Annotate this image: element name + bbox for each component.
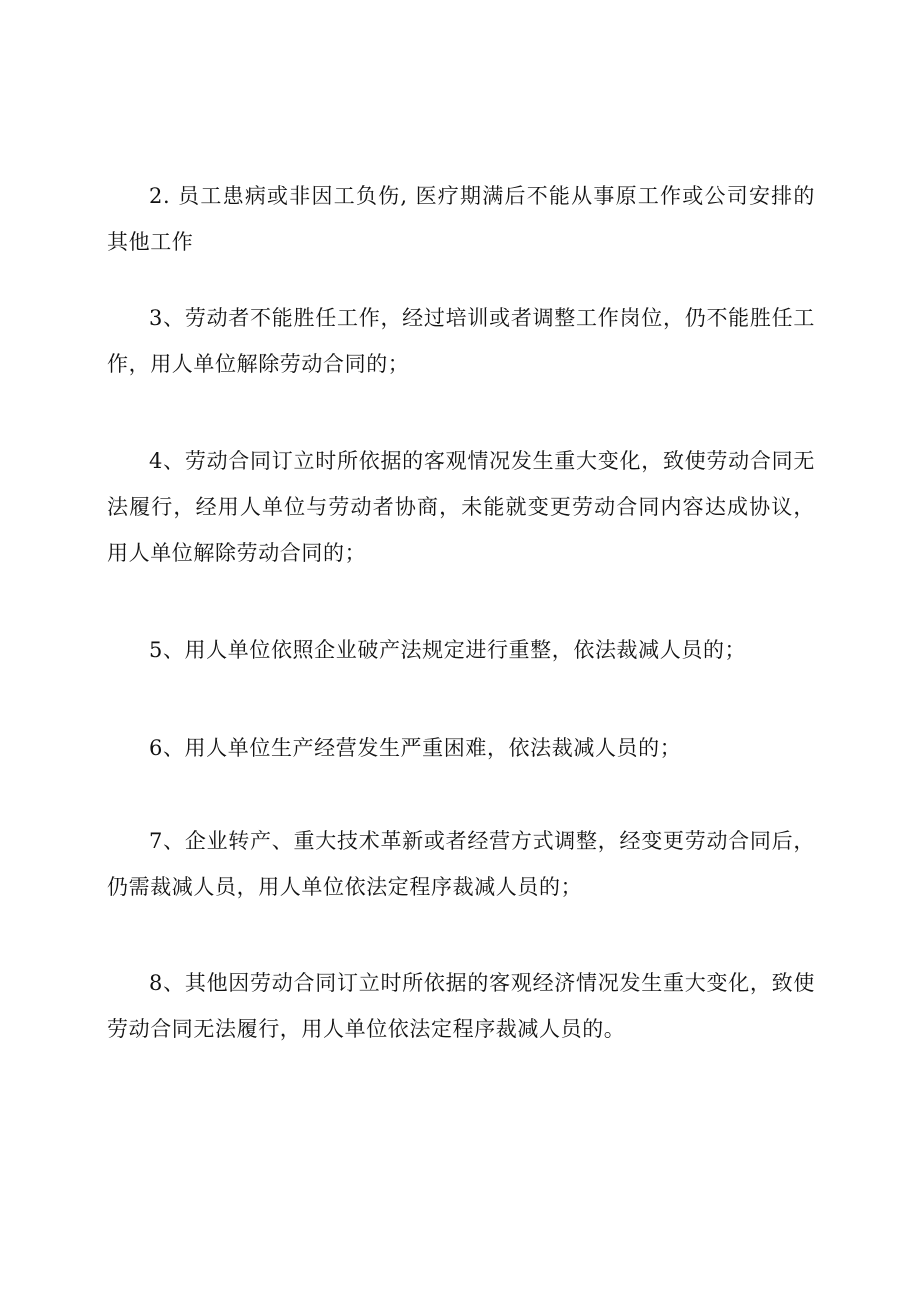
- paragraph-item-6: 6、用人单位生产经营发生严重困难，依法裁减人员的；: [149, 736, 682, 760]
- paragraph-item-4: 4、劳动合同订立时所依据的客观情况发生重大变化，致使劳动合同无法履行，经用人单位与劳动者协商，未能就变更劳动合同内容达成协议，用人单位解除劳动合同的；: [107, 449, 815, 565]
- paragraph-item-7: 7、企业转产、重大技术革新或者经营方式调整，经变更劳动合同后，仍需裁减人员，用人单位依法定程序裁减人员的；: [107, 829, 815, 899]
- paragraph-item-2: 2. 员工患病或非因工负伤, 医疗期满后不能从事原工作或公司安排的其他工作: [107, 184, 815, 254]
- paragraph-item-3: 3、劳动者不能胜任工作，经过培训或者调整工作岗位，仍不能胜任工作，用人单位解除劳动合同的；: [107, 306, 815, 376]
- paragraph-item-5: 5、用人单位依照企业破产法规定进行重整，依法裁减人员的；: [149, 638, 747, 662]
- paragraph-item-8: 8、其他因劳动合同订立时所依据的客观经济情况发生重大变化，致使劳动合同无法履行，用人单位依法定程序裁减人员的。: [107, 971, 815, 1041]
